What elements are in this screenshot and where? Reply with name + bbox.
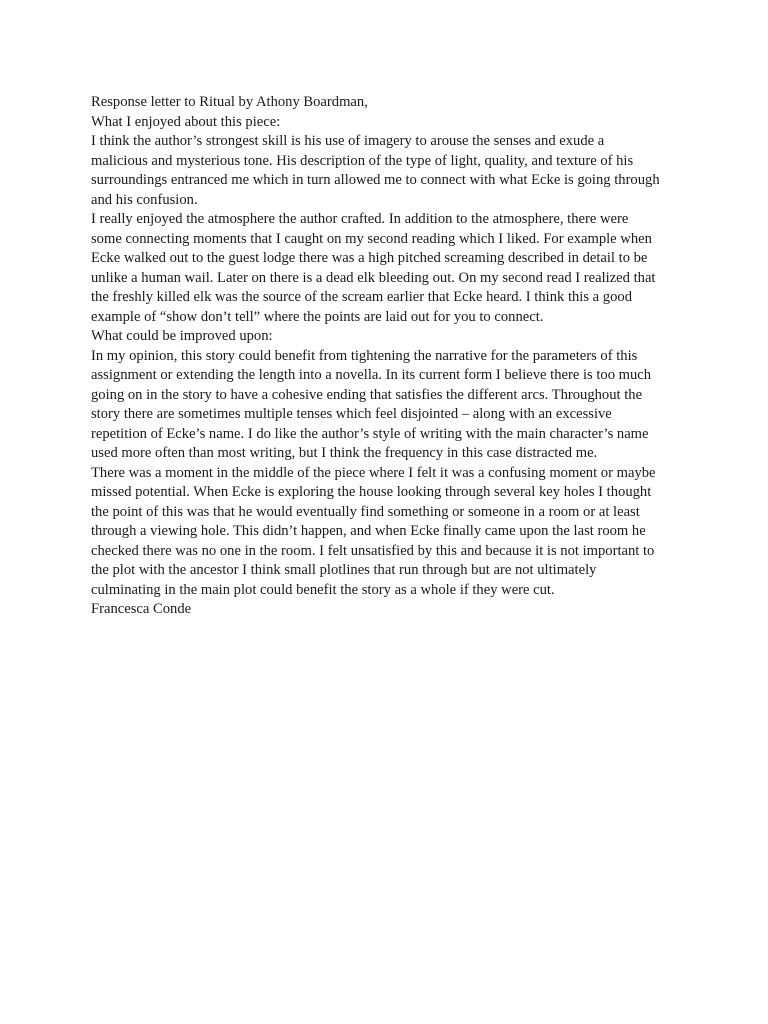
signature: Francesca Conde bbox=[91, 601, 192, 617]
text-line: I really enjoyed the atmosphere the author crafted. In addition to the atmosphere, there were bbox=[91, 211, 629, 227]
text-line: through a viewing hole. This didn’t happen, and when Ecke finally came upon the last room he bbox=[91, 523, 646, 539]
text-line: Ecke walked out to the guest lodge there was a high pitched screaming described in detail to be bbox=[91, 250, 648, 266]
text-line: I think the author’s strongest skill is his use of imagery to arouse the senses and exude a bbox=[91, 133, 605, 149]
text-line: going on in the story to have a cohesive ending that satisfies the different arcs. Throughout the bbox=[91, 386, 643, 403]
text-line: example of “show don’t tell” where the points are laid out for you to connect. bbox=[91, 308, 544, 325]
text-line: checked there was no one in the room. I felt unsatisfied by this and because it is not important to bbox=[91, 542, 655, 559]
letter-title: Response letter to Ritual by Athony Boardman, bbox=[91, 94, 368, 110]
text-line: used more often than most writing, but I think the frequency in this case distracted me. bbox=[91, 445, 598, 461]
paragraph-missed-potential bbox=[91, 464, 691, 601]
text-line: culminating in the main plot could benefit the story as a whole if they were cut. bbox=[91, 581, 555, 598]
text-line: assignment or extending the length into a novella. In its current form I believe there is too much bbox=[91, 367, 652, 383]
text-line: the point of this was that he would eventually find something or someone in a room or at least bbox=[91, 503, 640, 520]
text-line: repetition of Ecke’s name. I do like the author’s style of writing with the main character’s name bbox=[91, 425, 649, 442]
paragraph-atmosphere bbox=[91, 210, 691, 327]
text-line: missed potential. When Ecke is exploring the house looking through several key holes I thought bbox=[91, 484, 652, 500]
section-heading-improved: What could be improved upon: bbox=[91, 328, 273, 344]
text-line: the freshly killed elk was the source of the scream earlier that Ecke heard. I think this a good bbox=[91, 289, 632, 305]
text-line: story there are sometimes multiple tenses which feel disjointed – along with an excessive bbox=[91, 406, 612, 422]
paragraph-imagery bbox=[91, 132, 691, 210]
text-line: the plot with the ancestor I think small plotlines that run through but are not ultimately bbox=[91, 562, 597, 578]
text-line: In my opinion, this story could benefit from tightening the narrative for the parameters of this bbox=[91, 347, 638, 364]
text-line: and his confusion. bbox=[91, 191, 198, 208]
text-line: surroundings entranced me which in turn allowed me to connect with what Ecke is going through bbox=[91, 172, 660, 188]
text-line: some connecting moments that I caught on my second reading which I liked. For example when bbox=[91, 230, 652, 247]
letter-body bbox=[91, 93, 691, 620]
text-line: malicious and mysterious tone. His description of the type of light, quality, and texture of his bbox=[91, 152, 634, 169]
text-line: There was a moment in the middle of the piece where I felt it was a confusing moment or maybe bbox=[91, 464, 656, 481]
text-line: unlike a human wail. Later on there is a dead elk bleeding out. On my second read I realized that bbox=[91, 269, 656, 286]
paragraph-narrative bbox=[91, 347, 691, 464]
section-heading-enjoyed: What I enjoyed about this piece: bbox=[91, 113, 281, 130]
